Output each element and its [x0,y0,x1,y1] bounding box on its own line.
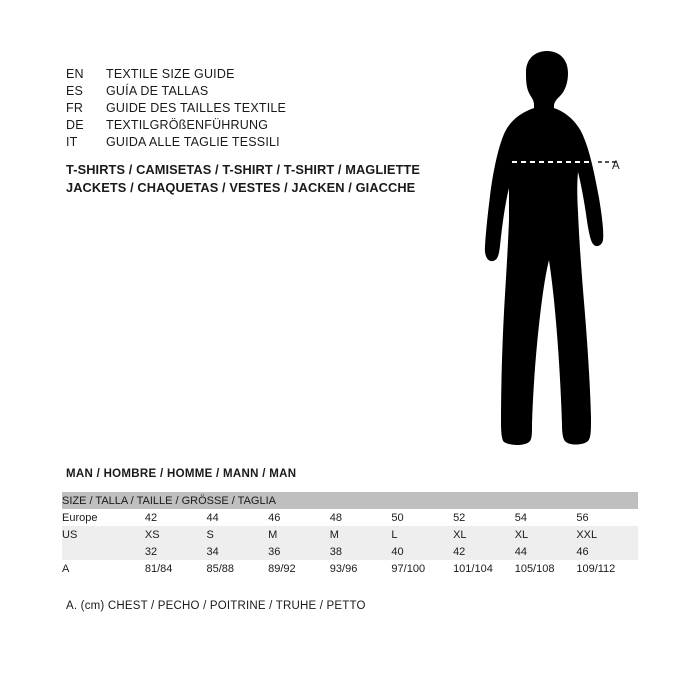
silhouette-svg [430,50,680,450]
cell: 46 [576,543,638,560]
language-title: TEXTILE SIZE GUIDE [106,67,235,81]
row-label-europe: Europe [62,509,145,526]
language-title: TEXTILGRÖßENFÜHRUNG [106,118,269,132]
cell: XL [453,526,515,543]
cell: 109/112 [576,560,638,577]
measure-letter-a: A [612,160,620,172]
cell: 50 [391,509,453,526]
cell: 48 [330,509,392,526]
category-tshirts: T-SHIRTS / CAMISETAS / T-SHIRT / T-SHIRT / MAGLIETTE [66,162,421,177]
cell: 44 [515,543,577,560]
cell: 81/84 [145,560,207,577]
list-item [66,100,426,117]
language-code: EN [66,67,84,81]
list-item [66,134,426,151]
cell: 85/88 [207,560,269,577]
male-silhouette-figure [430,50,680,450]
size-table [62,492,638,577]
row-label-a: A [62,560,145,577]
table-header-row [62,492,638,509]
cell: 101/104 [453,560,515,577]
cell: 46 [268,509,330,526]
cell: 38 [330,543,392,560]
row-label-blank [62,543,145,560]
cell: 97/100 [391,560,453,577]
language-title: GUIDA ALLE TAGLIE TESSILI [106,135,280,149]
cell: 54 [515,509,577,526]
cell: 89/92 [268,560,330,577]
cell: 34 [207,543,269,560]
table-row [62,560,638,577]
cell: M [268,526,330,543]
table-row [62,509,638,526]
cell: 40 [391,543,453,560]
footnote-chest: A. (cm) CHEST / PECHO / POITRINE / TRUHE / PETTO [66,600,366,612]
language-code: DE [66,118,84,132]
cell: M [330,526,392,543]
cell: 44 [207,509,269,526]
cell: 32 [145,543,207,560]
cell: 52 [453,509,515,526]
cell: 56 [576,509,638,526]
table-row [62,543,638,560]
cell: 42 [453,543,515,560]
list-item [66,83,426,100]
list-item [66,117,426,134]
cell: L [391,526,453,543]
category-headings [66,161,466,197]
table-title: MAN / HOMBRE / HOMME / MANN / MAN [66,468,297,480]
category-jackets: JACKETS / CHAQUETAS / VESTES / JACKEN / GIACCHE [66,180,416,195]
language-list [66,66,426,151]
table-header-label: SIZE / TALLA / TAILLE / GRÖSSE / TAGLIA [62,492,638,509]
language-code: IT [66,135,78,149]
cell: 42 [145,509,207,526]
language-code: ES [66,84,84,98]
cell: S [207,526,269,543]
table-row [62,526,638,543]
cell: XS [145,526,207,543]
list-item [66,66,426,83]
cell: XL [515,526,577,543]
row-label-us: US [62,526,145,543]
language-title: GUÍA DE TALLAS [106,84,209,98]
cell: 105/108 [515,560,577,577]
language-title: GUIDE DES TAILLES TEXTILE [106,101,287,115]
cell: XXL [576,526,638,543]
language-code: FR [66,101,84,115]
cell: 93/96 [330,560,392,577]
cell: 36 [268,543,330,560]
